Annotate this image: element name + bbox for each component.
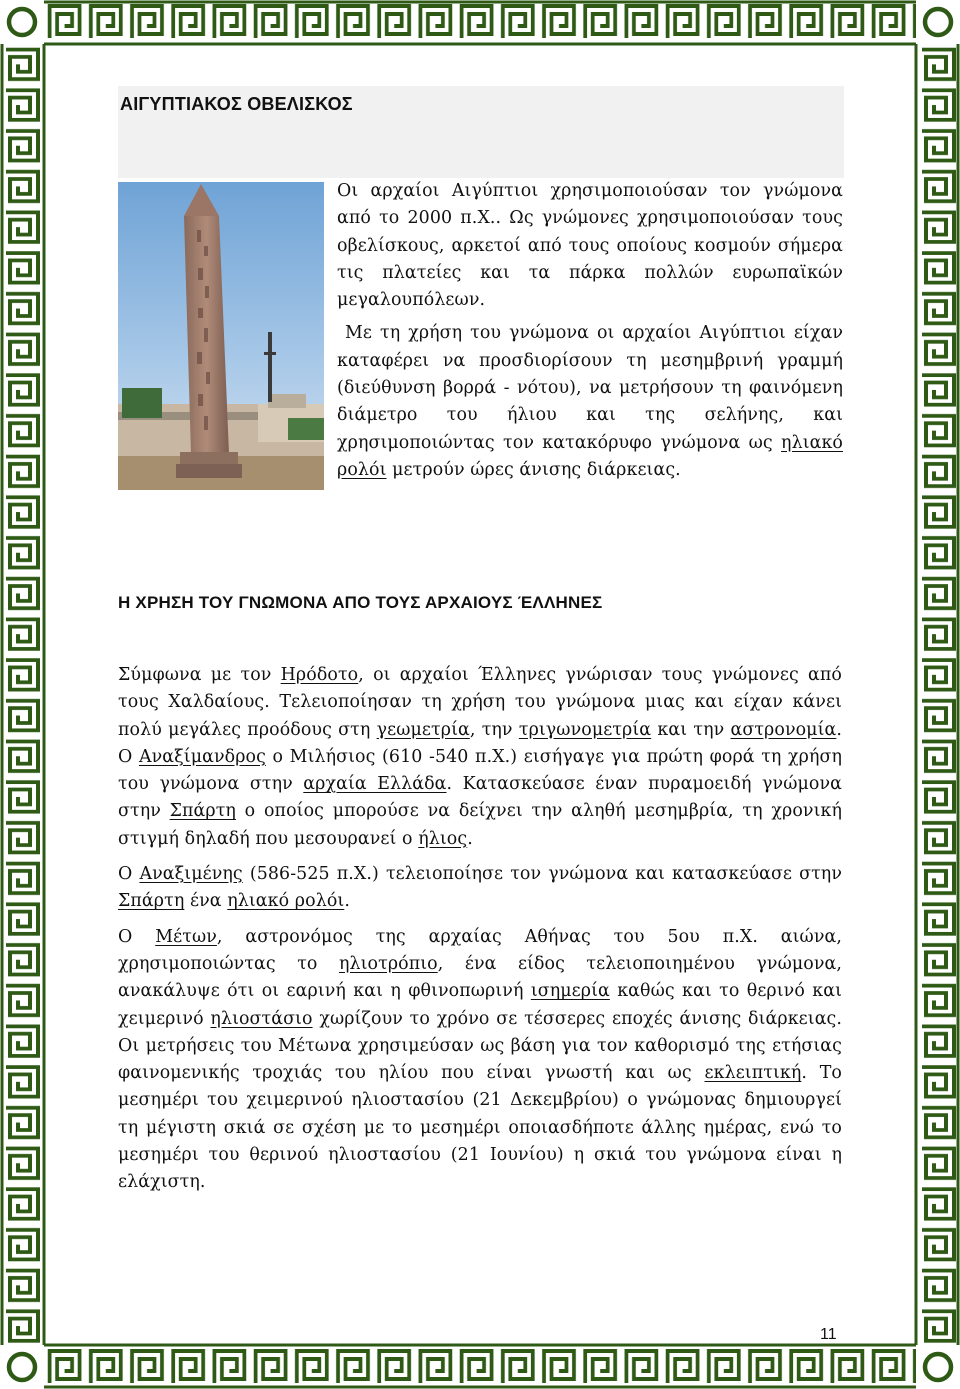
link-equinox[interactable]: ισημερία bbox=[530, 981, 610, 1002]
text-run: μετρούν ώρες άνισης διάρκειας. bbox=[386, 459, 681, 480]
link-sundial[interactable]: ηλιακό ρολόι bbox=[337, 432, 843, 480]
section-title-gnomon-greeks: Η ΧΡΗΣΗ ΤΟΥ ΓΝΩΜΟΝΑ ΑΠΟ ΤΟΥΣ ΑΡΧΑΙΟΥΣ ΈΛΛΗΝΕΣ bbox=[118, 593, 603, 612]
text-run: , την bbox=[469, 719, 519, 740]
intro-paragraph-1: Οι αρχαίοι Αιγύπτιοι χρησιμοποιούσαν τον γνώμονα από το 2000 π.Χ.. Ως γνώμονες χρησιμοποιούσαν τους οβελίσκους, αρκετοί από τους οποίους κοσμούν σήμερα τις πλατείες και τα πάρκα πολλών ευρωπαϊκών μεγαλουπόλεων. bbox=[337, 181, 843, 311]
link-trigonometry[interactable]: τριγωνομετρία bbox=[518, 719, 652, 740]
text-run: ο Μιλήσιος (610 -540 π.Χ.) εισήγαγε για πρώτη φορά τη χρήση του γνώμονα στην bbox=[118, 746, 842, 795]
paragraph-herodotus bbox=[118, 662, 842, 853]
link-solstice[interactable]: ηλιοστάσιο bbox=[210, 1008, 313, 1029]
body-text bbox=[118, 662, 842, 1205]
obelisk-photo bbox=[118, 182, 324, 490]
section-title-egyptian-obelisk: ΑΙΓΥΠΤΙΑΚΟΣ ΟΒΕΛΙΣΚΟΣ bbox=[120, 94, 353, 114]
link-geometry[interactable]: γεωμετρία bbox=[376, 719, 470, 740]
link-ancient-greece[interactable]: αρχαία Ελλάδα bbox=[303, 774, 447, 795]
link-ecliptic[interactable]: εκλειπτική bbox=[704, 1063, 802, 1084]
text-run: , ένα είδος τελειοποιημένου γνώμονα, ανακάλυψε ότι οι εαρινή και η φθινοπωρινή bbox=[118, 953, 842, 1002]
text-run: ο οποίος μπορούσε να δείχνει την αληθή μεσημβρία, τη χρονική στιγμή δηλαδή που μεσουρανεί ο bbox=[118, 801, 842, 849]
intro-text bbox=[337, 178, 843, 484]
link-sparta-2[interactable]: Σπάρτη bbox=[118, 891, 185, 912]
intro-paragraph-2 bbox=[337, 320, 843, 484]
text-run: . Κατασκεύασε έναν πυραμοειδή γνώμονα στην bbox=[118, 774, 842, 822]
text-run: Σύμφωνα με τον bbox=[118, 665, 281, 685]
paragraph-meton bbox=[118, 924, 842, 1197]
text-run: Με τη χρήση του γνώμονα οι αρχαίοι Αιγύπτιοι είχαν καταφέρει να προσδιορίσουν τη μεσημβρινή γραμμή (διεύθυνση βορρά - νότου), να μετρήσουν τη φαινόμενη διάμετρο του ήλιου και της σελήνης, και χρησιμοποιώντας τον κατακόρυφο γνώμονα ως bbox=[337, 323, 843, 453]
text-run: καθώς και το θερινό και χειμερινό bbox=[118, 981, 842, 1029]
text-run: , αστρονόμος της αρχαίας Αθήνας του 5ου π.Χ. αιώνα, χρησιμοποιώντας το bbox=[118, 926, 842, 974]
link-heliotrope[interactable]: ηλιοτρόπιο bbox=[338, 953, 438, 974]
link-astronomy[interactable]: αστρονομία bbox=[730, 719, 837, 740]
link-meton[interactable]: Μέτων bbox=[155, 926, 217, 947]
section-heading-bar bbox=[118, 86, 844, 178]
link-herodotus[interactable]: Ηρόδοτο bbox=[280, 665, 359, 685]
text-run: . Το μεσημέρι του χειμερινού ηλιοστασίου (21 Δεκεμβρίου) ο γνώμονας δημιουργεί τη μέγιστη σκιά σε σχέση με το μεσημέρι οποιασδήποτε άλλης ημέρας, ενώ το μεσημέρι του θερινού ηλιοστασίου (21 Ιουνίου) η σκιά του γνώμονα είναι η ελάχιστη. bbox=[118, 1063, 843, 1193]
link-anaximander[interactable]: Αναξίμανδρος bbox=[138, 746, 266, 767]
text-run: χωρίζουν το χρόνο σε τέσσερες εποχές άνισης διάρκειας. Οι μετρήσεις του Μέτωνα χρησιμεύσαν ως βάση για τον καθορισμό της ετήσιας φαινομενικής τροχιάς του ηλίου που είναι γνωστή και ως bbox=[118, 1008, 842, 1084]
link-sun[interactable]: ήλιος bbox=[418, 828, 468, 849]
text-run: Ο bbox=[118, 926, 156, 947]
text-run: (586-525 π.Χ.) τελειοποίησε τον γνώμονα και κατασκεύασε στην bbox=[242, 864, 842, 885]
text-run: Ο bbox=[118, 864, 140, 885]
text-run: και την bbox=[651, 719, 731, 740]
text-run: . bbox=[467, 828, 473, 849]
link-sparta[interactable]: Σπάρτη bbox=[169, 801, 236, 822]
text-run: ένα bbox=[184, 891, 228, 912]
link-sundial-2[interactable]: ηλιακό ρολόι bbox=[227, 891, 345, 912]
link-anaximenes[interactable]: Αναξιμένης bbox=[139, 864, 243, 885]
text-run: , οι αρχαίοι Έλληνες γνώρισαν τους γνώμονες από τους Χαλδαίους. Τελειοποίησαν τη χρήση του γνώμονα μιας και είχαν κάνει πολύ μεγάλες προόδους στη bbox=[118, 665, 842, 740]
paragraph-anaximenes bbox=[118, 861, 842, 916]
page-number: 11 bbox=[820, 1326, 837, 1343]
text-run: . Ο bbox=[118, 719, 842, 767]
text-run: . bbox=[344, 891, 350, 912]
